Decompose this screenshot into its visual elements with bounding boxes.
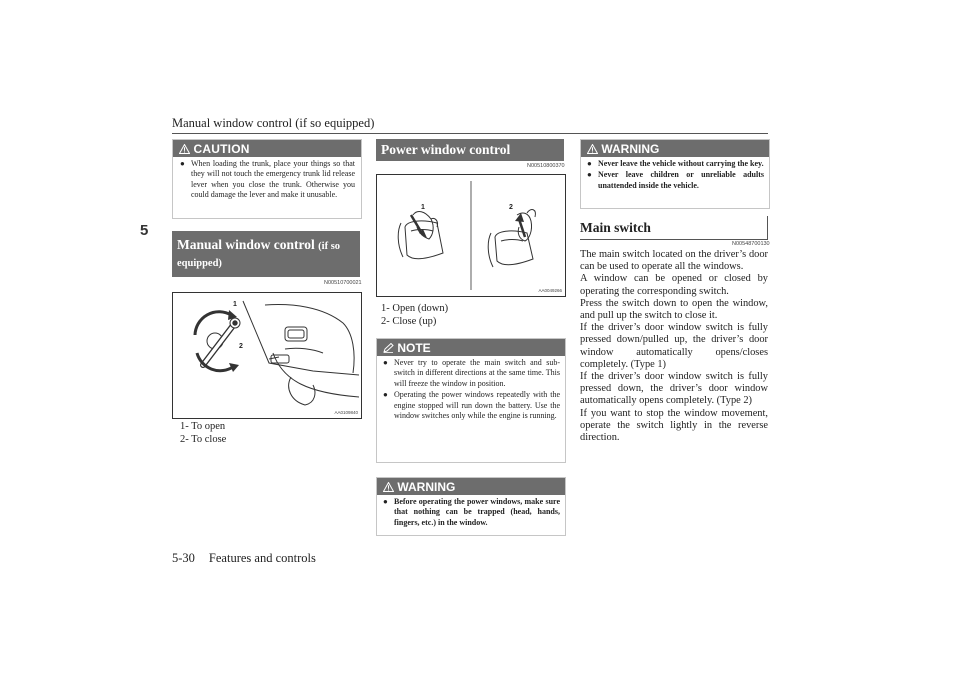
main-switch-paragraph: If you want to stop the window movement, operate the switch lightly in the reverse direction. <box>580 407 768 444</box>
caution-item: ● When loading the trunk, place your things so that they will not touch the emergency trunk lid release lever when you close the trunk. Otherwise you could damage the lever and make it unusable. <box>179 159 355 201</box>
figure2-caption-1: 1- Open (down) <box>381 303 449 314</box>
warning-item: ● Before operating the power windows, make sure that nothing can be trapped (head, hands, fingers, etc.) in the window. <box>382 497 560 528</box>
note-item: ● Operating the power windows repeatedly with the engine stopped will run down the battery. Use the window switches only while the engine is running. <box>382 390 560 421</box>
caution-box <box>172 139 362 219</box>
warning-item: ● Never leave children or unreliable adults unattended inside the vehicle. <box>586 170 764 191</box>
warning-triangle-icon <box>179 142 194 156</box>
manual-window-figure <box>172 292 362 419</box>
warning-box-power-windows <box>376 477 566 536</box>
figure1-caption-1: 1- To open <box>180 421 226 432</box>
main-switch-paragraph: The main switch located on the driver’s door can be used to operate all the windows. <box>580 249 768 273</box>
warning-box-vehicle <box>580 139 770 209</box>
page-footer <box>172 551 330 566</box>
figure2-code: AA0049266 <box>538 288 562 293</box>
warning-triangle-icon <box>587 142 601 156</box>
note-box <box>376 338 566 463</box>
caution-label: CAUTION <box>193 142 250 156</box>
footer-section: Features and controls <box>208 551 316 565</box>
warning-header <box>377 478 565 495</box>
page-header-title: Manual window control (if so equipped) <box>172 116 375 130</box>
manual-window-section-heading <box>172 231 360 277</box>
main-switch-paragraph: A window can be opened or closed by operating the corresponding switch. <box>580 273 768 297</box>
caution-header <box>173 140 361 157</box>
figure2-caption-2: 2- Close (up) <box>381 315 437 327</box>
figure1-callout-2: 2 <box>239 343 243 350</box>
manual-section-code: N00510700021 <box>324 280 362 286</box>
window-switch-illustration <box>377 175 565 296</box>
warning-header <box>581 140 769 157</box>
figure1-code: AA0109840 <box>334 410 358 415</box>
figure2-captions <box>381 303 448 328</box>
window-crank-illustration <box>173 293 361 418</box>
power-section-code: N00510800370 <box>527 163 565 169</box>
power-window-figure <box>376 174 566 297</box>
main-switch-heading: Main switch <box>580 216 768 240</box>
figure2-callout-2: 2 <box>509 204 513 211</box>
warning-triangle-icon <box>383 480 397 494</box>
main-switch-code: N00548700130 <box>732 241 770 247</box>
warning-label: WARNING <box>601 142 660 156</box>
manual-section-title: Manual window control <box>177 237 315 252</box>
page-number: 5-30 <box>172 551 195 565</box>
manual-section-title-suffix: (if so <box>318 241 341 252</box>
figure1-caption-2: 2- To close <box>180 433 227 445</box>
main-switch-paragraph: If the driver’s door window switch is fully pressed down/pulled up, the driver’s door window automatically opens/closes completely. (Type 1) <box>580 322 768 370</box>
power-window-section-heading: Power window control <box>376 139 564 161</box>
note-item: ● Never try to operate the main switch and sub-switch in different directions at the same time. This will freeze the window in position. <box>382 358 560 389</box>
warning-label: WARNING <box>397 480 456 494</box>
figure1-callout-1: 1 <box>233 301 237 308</box>
main-switch-paragraph: Press the switch down to open the window, and pull up the switch to close it. <box>580 297 768 322</box>
figure1-captions <box>180 421 226 446</box>
chapter-tab: 5 <box>140 222 149 239</box>
note-pencil-icon <box>383 341 397 355</box>
main-switch-body <box>580 249 768 444</box>
main-switch-paragraph: If the driver’s door window switch is fully pressed down, the driver’s door window automatically opens completely. (Type 2) <box>580 371 768 407</box>
manual-section-title-line2: equipped) <box>177 258 222 269</box>
note-label: NOTE <box>397 341 431 355</box>
warning-body <box>581 157 769 191</box>
caution-body <box>173 157 361 201</box>
header-rule <box>172 133 768 134</box>
note-header <box>377 339 565 356</box>
figure2-callout-1: 1 <box>421 204 425 211</box>
warning-body <box>377 495 565 528</box>
warning-item: ● Never leave the vehicle without carrying the key. <box>586 159 764 169</box>
note-body <box>377 356 565 421</box>
